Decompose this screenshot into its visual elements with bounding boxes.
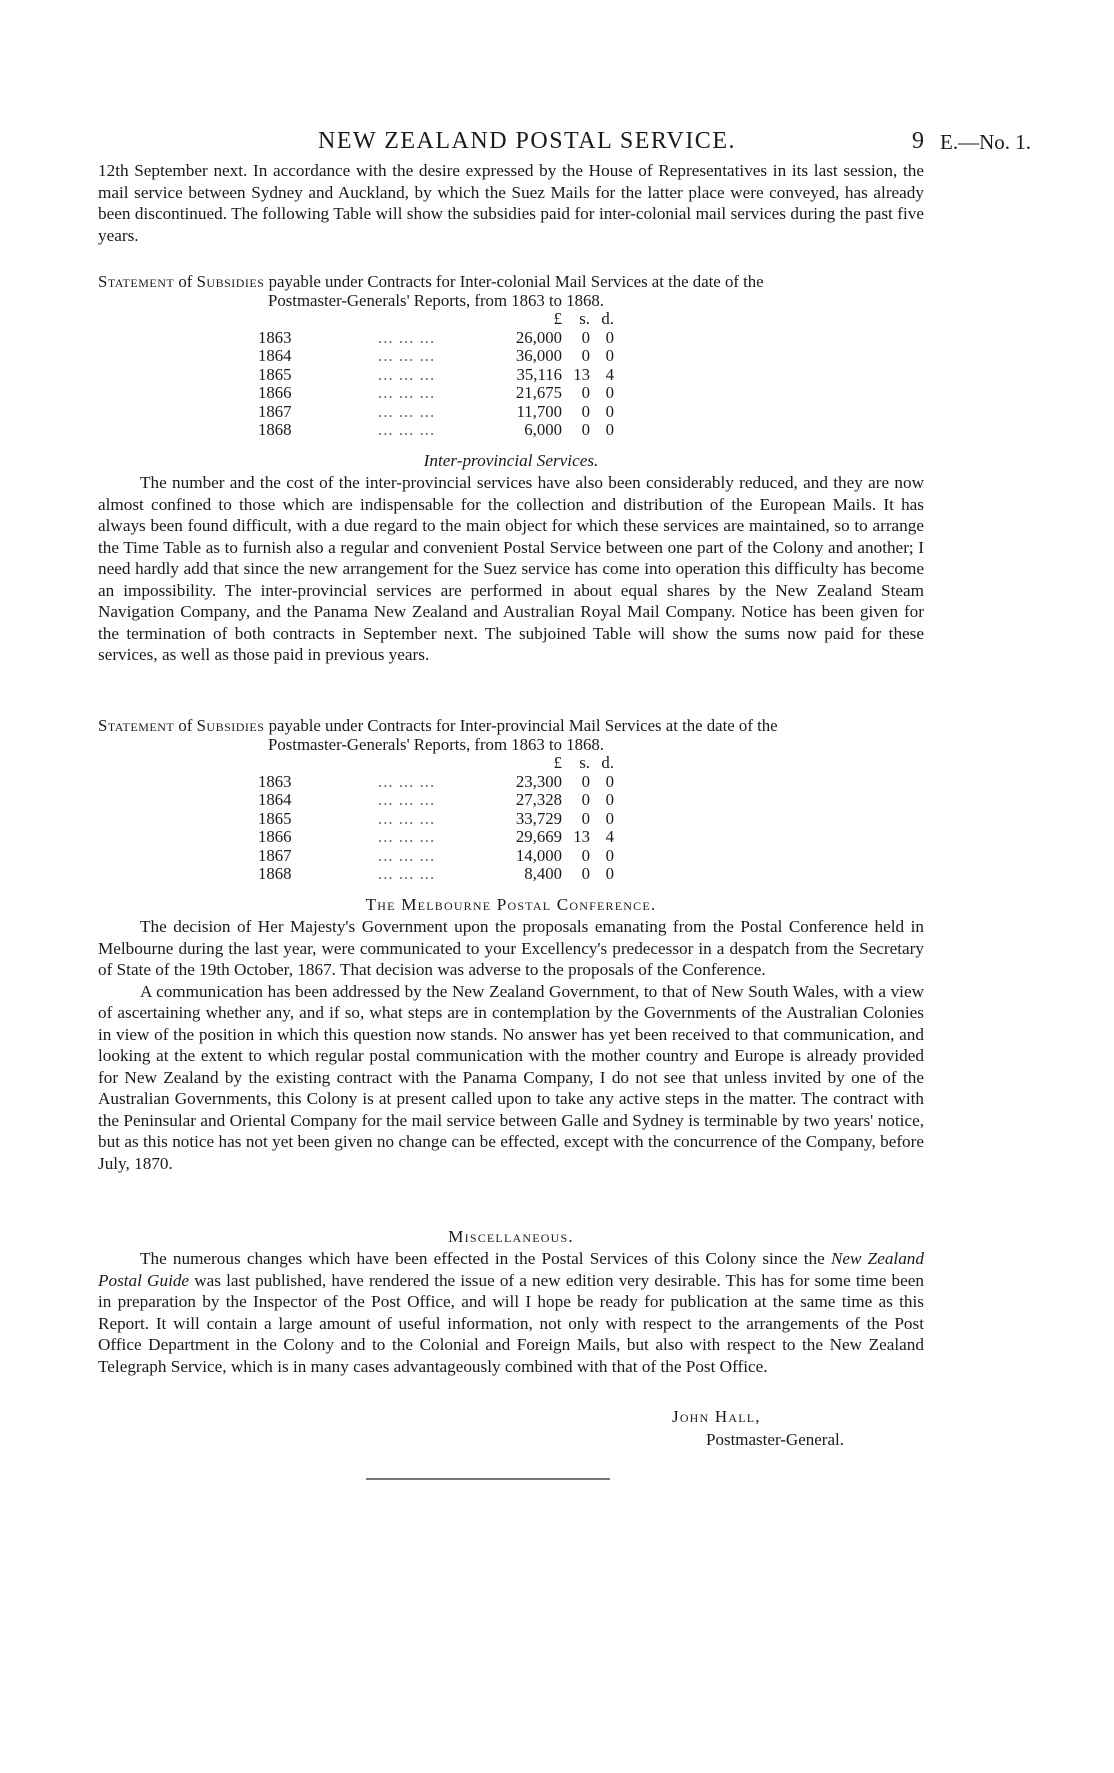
- table1-units-row: [258, 310, 614, 329]
- interprovincial-section: [98, 450, 924, 666]
- caption-statement-word: Statement: [98, 272, 175, 291]
- unit-pence: d.: [601, 309, 614, 328]
- table-row: [258, 403, 614, 422]
- pounds-cell: 26,000: [515, 327, 562, 347]
- dot-leader: ... ... ...: [378, 401, 436, 421]
- caption-text: payable under Contracts for Inter-colonial Mail Services at the date of the: [268, 272, 764, 291]
- caption-of: of: [178, 272, 193, 291]
- section-heading-melbourne: The Melbourne Postal Conference.: [365, 895, 657, 914]
- shillings-cell: 13: [573, 364, 590, 384]
- caption-of: of: [178, 716, 193, 735]
- unit-shillings: s.: [579, 753, 590, 772]
- year-cell: 1863: [258, 771, 292, 791]
- document-reference: E.—No. 1.: [940, 130, 1031, 154]
- table1-caption: [98, 272, 924, 310]
- shillings-cell: 0: [581, 845, 590, 865]
- pence-cell: 4: [605, 364, 614, 384]
- postal-guide-title: New Zealand Postal Guide: [98, 1249, 924, 1290]
- dot-leader: ... ... ...: [378, 327, 436, 347]
- dot-leader: ... ... ...: [378, 864, 436, 883]
- year-cell: 1864: [258, 790, 292, 809]
- table-row: [258, 366, 614, 385]
- table-row: [258, 347, 614, 366]
- section-heading-interprovincial: Inter-provincial Services.: [423, 451, 599, 470]
- table2-caption: [98, 716, 924, 754]
- pence-cell: 0: [605, 383, 614, 402]
- year-cell: 1868: [258, 864, 292, 883]
- pounds-cell: 11,700: [516, 401, 562, 421]
- year-cell: 1866: [258, 827, 292, 846]
- caption-subsidies-word: Subsidies: [196, 272, 265, 291]
- dot-leader: ... ... ...: [378, 771, 436, 791]
- dot-leader: ... ... ...: [378, 346, 436, 365]
- table2-subsidies: [258, 754, 614, 884]
- unit-pounds: £: [553, 309, 562, 328]
- dot-leader: ... ... ...: [378, 808, 436, 828]
- shillings-cell: 0: [581, 864, 590, 883]
- shillings-cell: 0: [581, 790, 590, 809]
- caption-line-2: Postmaster-Generals' Reports, from 1863 to 1868.: [268, 291, 604, 310]
- shillings-cell: 0: [581, 401, 590, 421]
- pence-cell: 0: [605, 401, 614, 421]
- misc-text-end: was last published, have rendered the issue of a new edition very desirable. This has for some time been in preparation by the Inspector of the Post Office, and will I hope be ready for publication at the same time as this Report. It will contain a large amount of useful information, not only with respect to the arrangements of the Post Office Department in the Colony and to the Colonial and Foreign Mails, but also with respect to the New Zealand Telegraph Service, which is in many cases advantageously combined with that of the Post Office.: [98, 1270, 925, 1376]
- shillings-cell: 0: [581, 808, 590, 828]
- table1-subsidies: [258, 310, 614, 440]
- pounds-cell: 8,400: [524, 864, 562, 883]
- shillings-cell: 0: [581, 383, 590, 402]
- pounds-cell: 33,729: [515, 808, 562, 828]
- caption-line-2: Postmaster-Generals' Reports, from 1863 to 1868.: [268, 735, 604, 754]
- pence-cell: 0: [605, 790, 614, 809]
- pence-cell: 0: [605, 346, 614, 365]
- dot-leader: ... ... ...: [378, 827, 436, 846]
- dot-leader: ... ... ...: [378, 383, 436, 402]
- table-row: [258, 828, 614, 847]
- melbourne-paragraph-1: The decision of Her Majesty's Government upon the proposals emanating from the Postal Conference held in Melbourne during the last year, were communicated to your Excellency's predecessor in a despatch from the Secretary of State of the 19th October, 1867. That decision was adverse to the proposals of the Conference.: [98, 917, 924, 979]
- running-header: [0, 128, 1114, 156]
- table-row: [258, 865, 614, 884]
- melbourne-section: [98, 894, 924, 1174]
- caption-statement-word: Statement: [98, 716, 175, 735]
- table-row: [258, 810, 614, 829]
- miscellaneous-paragraph: [98, 1248, 924, 1377]
- year-cell: 1866: [258, 383, 292, 402]
- intro-block: [98, 160, 924, 246]
- pence-cell: 4: [605, 827, 614, 846]
- table-row: [258, 791, 614, 810]
- table-row: [258, 384, 614, 403]
- shillings-cell: 0: [581, 771, 590, 791]
- pence-cell: 0: [605, 864, 614, 883]
- year-cell: 1865: [258, 364, 292, 384]
- dot-leader: ... ... ...: [378, 845, 436, 865]
- year-cell: 1867: [258, 401, 292, 421]
- shillings-cell: 13: [573, 827, 590, 846]
- pounds-cell: 6,000: [524, 420, 562, 439]
- pounds-cell: 21,675: [515, 383, 562, 402]
- shillings-cell: 0: [581, 420, 590, 439]
- unit-pence: d.: [601, 753, 614, 772]
- year-cell: 1863: [258, 327, 292, 347]
- caption-text: payable under Contracts for Inter-provincial Mail Services at the date of the: [268, 716, 778, 735]
- interprovincial-paragraph: The number and the cost of the inter-provincial services have also been considerably reduced, and they are now almost confined to those which are indispensable for the collection and distribution of the European Mails. It has always been found difficult, with a due regard to the main object for which these services are maintained, so to arrange the Time Table as to furnish also a regular and convenient Postal Service between one part of the Colony and another; I need hardly add that since the new arrangement for the Suez service has come into operation this difficulty has become an impossibility. The inter-provincial services are performed in about equal shares by the New Zealand Steam Navigation Company, and the Panama New Zealand and Australian Royal Mail Company. Notice has been given for the termination of both contracts in September next. The subjoined Table will show the sums now paid for these services, as well as those paid in previous years.: [98, 473, 924, 664]
- shillings-cell: 0: [581, 327, 590, 347]
- year-cell: 1868: [258, 420, 292, 439]
- pounds-cell: 36,000: [515, 346, 562, 365]
- year-cell: 1864: [258, 346, 292, 365]
- table-row: [258, 329, 614, 348]
- pence-cell: 0: [605, 808, 614, 828]
- signature-title: Postmaster-General.: [706, 1430, 844, 1449]
- unit-pounds: £: [553, 753, 562, 772]
- melbourne-paragraph-2: A communication has been addressed by the New Zealand Government, to that of New South Wales, with a view of ascertaining whether any, and if so, what steps are in contemplation by the Governments of the Australian Colonies in view of the position in which this question now stands. No answer has yet been received to that communication, and looking at the extent to which regular postal communication with the mother country and Europe is already provided for New Zealand by the existing contract with the Panama Company, I do not see that unless invited by one of the Australian Governments, this Colony is at present called upon to take any active steps in the matter. The contract with the Peninsular and Oriental Company for the mail service between Galle and Sydney is terminable by two years' notice, but as this notice has not yet been given no change can be effected, except with the concurrence of the Company, before July, 1870.: [98, 981, 924, 1173]
- section-heading-miscellaneous: Miscellaneous.: [448, 1227, 574, 1246]
- miscellaneous-section: [98, 1226, 924, 1377]
- caption-subsidies-word: Subsidies: [196, 716, 265, 735]
- intro-paragraph: 12th September next. In accordance with the desire expressed by the House of Representatives in its last session, the mail service between Sydney and Auckland, by which the Suez Mails for the latter place were conveyed, has already been discontinued. The following Table will show the subsidies paid for inter-colonial mail services during the past five years.: [98, 161, 924, 245]
- year-cell: 1867: [258, 845, 292, 865]
- dot-leader: ... ... ...: [378, 420, 436, 439]
- dot-leader: ... ... ...: [378, 790, 436, 809]
- misc-text-start: The numerous changes which have been effected in the Postal Services of this Colony since the: [140, 1249, 825, 1268]
- dot-leader: ... ... ...: [378, 364, 436, 384]
- table2-units-row: [258, 754, 614, 773]
- page-title: NEW ZEALAND POSTAL SERVICE.: [318, 128, 736, 154]
- closing-rule: [366, 1478, 610, 1480]
- pounds-cell: 35,116: [516, 364, 562, 384]
- table-row: [258, 773, 614, 792]
- pounds-cell: 27,328: [515, 790, 562, 809]
- pounds-cell: 14,000: [515, 845, 562, 865]
- pence-cell: 0: [605, 420, 614, 439]
- pence-cell: 0: [605, 327, 614, 347]
- pounds-cell: 23,300: [515, 771, 562, 791]
- year-cell: 1865: [258, 808, 292, 828]
- shillings-cell: 0: [581, 346, 590, 365]
- pence-cell: 0: [605, 845, 614, 865]
- pence-cell: 0: [605, 771, 614, 791]
- unit-shillings: s.: [579, 309, 590, 328]
- page-number: 9: [912, 128, 924, 154]
- table-row: [258, 421, 614, 440]
- pounds-cell: 29,669: [515, 827, 562, 846]
- table-row: [258, 847, 614, 866]
- signature-name: John Hall,: [672, 1407, 761, 1426]
